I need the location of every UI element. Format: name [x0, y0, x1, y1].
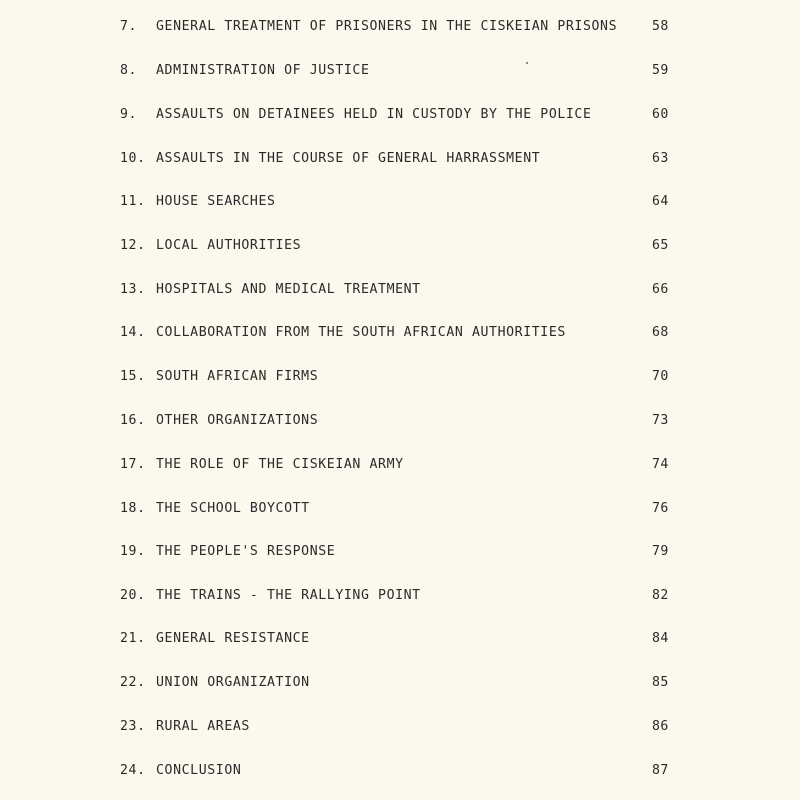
- toc-number: 9.: [120, 107, 138, 122]
- toc-title: SOUTH AFRICAN FIRMS: [156, 369, 319, 384]
- toc-number: 21.: [120, 631, 146, 646]
- toc-number: 16.: [120, 413, 146, 428]
- toc-number: 8.: [120, 63, 138, 78]
- toc-page-number: 73: [652, 413, 669, 428]
- toc-title: THE ROLE OF THE CISKEIAN ARMY: [156, 457, 404, 472]
- toc-number: 19.: [120, 544, 146, 559]
- toc-number: 11.: [120, 194, 146, 209]
- toc-number: 22.: [120, 675, 146, 690]
- toc-number: 23.: [120, 719, 146, 734]
- toc-number: 12.: [120, 238, 146, 253]
- toc-title: LOCAL AUTHORITIES: [156, 238, 302, 253]
- toc-entry: [0, 190, 800, 214]
- toc-page-number: 66: [652, 282, 669, 297]
- toc-entry: [0, 365, 800, 389]
- toc-entry: [0, 409, 800, 433]
- toc-page-number: 79: [652, 544, 669, 559]
- toc-entry: [0, 453, 800, 477]
- toc-title: ASSAULTS IN THE COURSE OF GENERAL HARRASSMENT: [156, 151, 541, 166]
- toc-entry: [0, 321, 800, 345]
- toc-entry: [0, 15, 800, 39]
- toc-entry: [0, 715, 800, 739]
- toc-entry: [0, 147, 800, 171]
- toc-entry: [0, 278, 800, 302]
- toc-number: 24.: [120, 763, 146, 778]
- toc-number: 14.: [120, 325, 146, 340]
- toc-page-number: 58: [652, 19, 669, 34]
- toc-title: RURAL AREAS: [156, 719, 250, 734]
- toc-entry: [0, 103, 800, 127]
- toc-page-number: 64: [652, 194, 669, 209]
- toc-page-number: 65: [652, 238, 669, 253]
- toc-title: COLLABORATION FROM THE SOUTH AFRICAN AUTHORITIES: [156, 325, 566, 340]
- toc-entry: [0, 671, 800, 695]
- toc-page-number: 68: [652, 325, 669, 340]
- toc-title: ASSAULTS ON DETAINEES HELD IN CUSTODY BY THE POLICE: [156, 107, 592, 122]
- toc-entry: [0, 584, 800, 608]
- toc-entry: [0, 540, 800, 564]
- toc-title: OTHER ORGANIZATIONS: [156, 413, 319, 428]
- toc-page-number: 59: [652, 63, 669, 78]
- toc-page-number: 63: [652, 151, 669, 166]
- toc-entry: [0, 59, 800, 83]
- toc-number: 15.: [120, 369, 146, 384]
- toc-title: GENERAL RESISTANCE: [156, 631, 310, 646]
- toc-title: HOSPITALS AND MEDICAL TREATMENT: [156, 282, 421, 297]
- toc-entry: [0, 497, 800, 521]
- toc-number: 20.: [120, 588, 146, 603]
- toc-page-number: 60: [652, 107, 669, 122]
- toc-page-number: 84: [652, 631, 669, 646]
- toc-title: HOUSE SEARCHES: [156, 194, 276, 209]
- toc-title: CONCLUSION: [156, 763, 242, 778]
- toc-entry: [0, 759, 800, 783]
- toc-title: GENERAL TREATMENT OF PRISONERS IN THE CISKEIAN PRISONS: [156, 19, 618, 34]
- toc-page-number: 85: [652, 675, 669, 690]
- toc-number: 17.: [120, 457, 146, 472]
- toc-number: 13.: [120, 282, 146, 297]
- toc-title: ADMINISTRATION OF JUSTICE: [156, 63, 370, 78]
- toc-page-number: 86: [652, 719, 669, 734]
- toc-page-number: 76: [652, 501, 669, 516]
- toc-entry: [0, 234, 800, 258]
- toc-title: THE PEOPLE'S RESPONSE: [156, 544, 336, 559]
- toc-page-number: 74: [652, 457, 669, 472]
- toc-number: 7.: [120, 19, 138, 34]
- toc-title: UNION ORGANIZATION: [156, 675, 310, 690]
- toc-entry: [0, 627, 800, 651]
- toc-title: THE SCHOOL BOYCOTT: [156, 501, 310, 516]
- toc-title: THE TRAINS - THE RALLYING POINT: [156, 588, 421, 603]
- toc-number: 10.: [120, 151, 146, 166]
- toc-page-number: 82: [652, 588, 669, 603]
- toc-page-number: 70: [652, 369, 669, 384]
- toc-page-number: 87: [652, 763, 669, 778]
- toc-number: 18.: [120, 501, 146, 516]
